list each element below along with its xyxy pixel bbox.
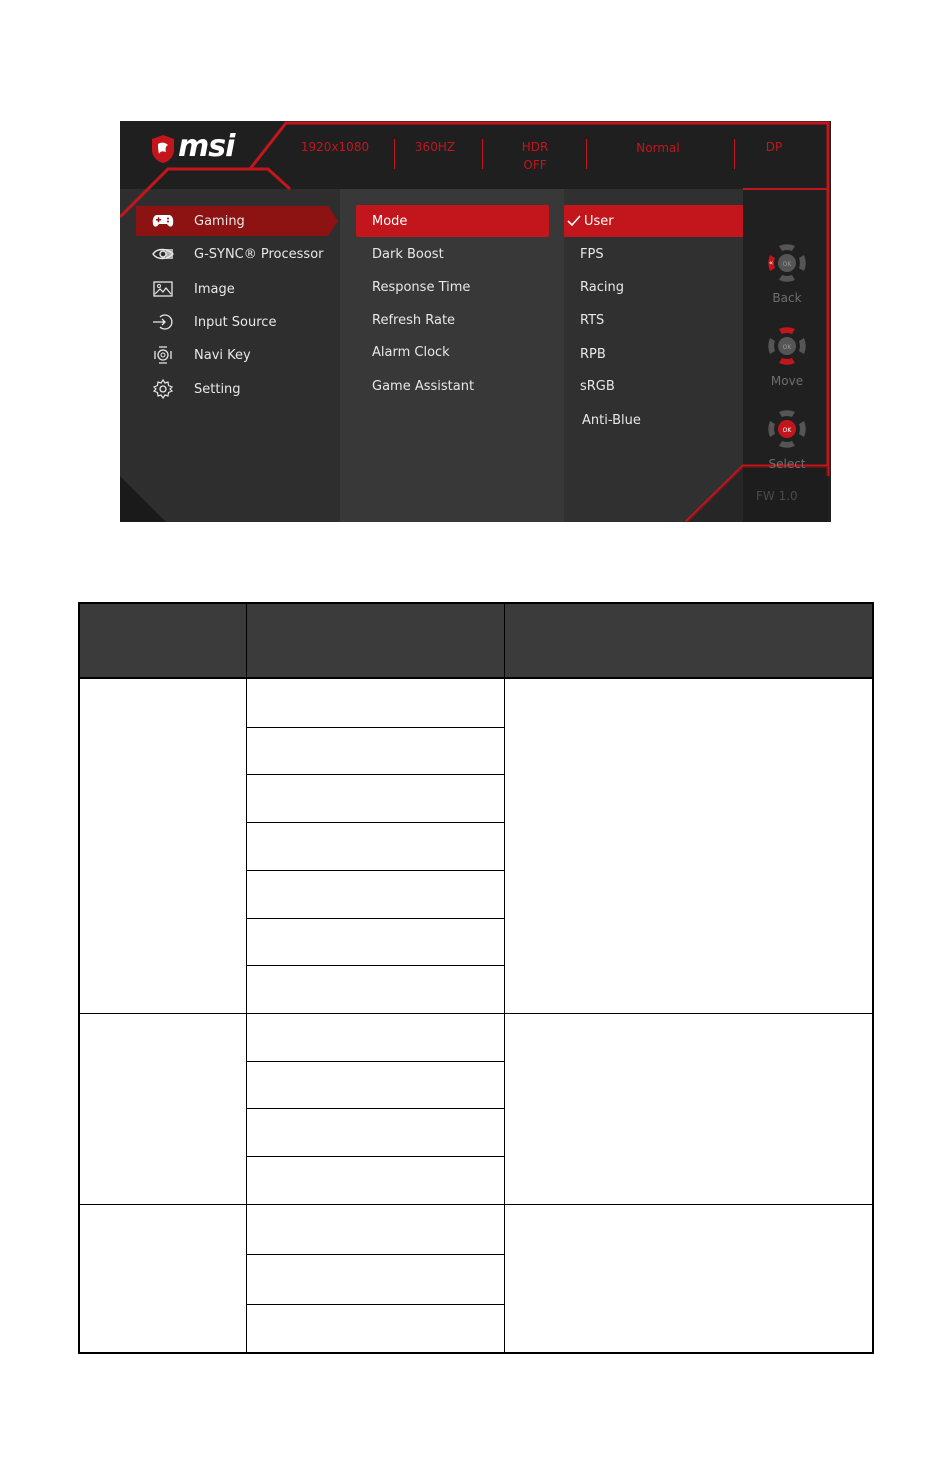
option-item-rts[interactable]: RTS bbox=[580, 312, 605, 328]
nav-item-label: Input Source bbox=[194, 314, 277, 330]
nav-item-gsync-processor[interactable] bbox=[136, 239, 328, 269]
brand-logo-text: msi bbox=[178, 129, 235, 164]
nav-item-input-source[interactable] bbox=[136, 307, 328, 337]
option-label: User bbox=[584, 213, 614, 229]
table-group-divider bbox=[80, 1204, 872, 1205]
ok-center-label: OK bbox=[782, 427, 792, 434]
hdr-status-line2: OFF bbox=[523, 158, 547, 172]
table-row-divider bbox=[246, 1108, 504, 1109]
move-key-label: Move bbox=[770, 374, 804, 388]
table-row-divider bbox=[246, 965, 504, 966]
table-row-divider bbox=[246, 1304, 504, 1305]
nav-item-label: G-SYNC® Processor bbox=[194, 246, 324, 262]
submenu-item-mode[interactable]: Mode bbox=[356, 205, 549, 237]
option-item-user[interactable] bbox=[564, 205, 743, 237]
submenu-item-refresh-rate[interactable]: Refresh Rate bbox=[372, 312, 456, 328]
nvidia-icon bbox=[152, 245, 174, 263]
option-item-fps[interactable]: FPS bbox=[580, 246, 604, 262]
move-key-hint bbox=[760, 324, 814, 388]
submenu-item-game-assistant[interactable]: Game Assistant bbox=[372, 378, 475, 394]
nav-item-setting[interactable] bbox=[136, 374, 328, 404]
select-key-hint bbox=[760, 407, 814, 471]
table-row-divider bbox=[246, 1254, 504, 1255]
gamepad-icon bbox=[152, 212, 174, 230]
navi-key-icon bbox=[152, 346, 174, 364]
table-row-divider bbox=[246, 918, 504, 919]
status-divider bbox=[482, 139, 483, 169]
submenu-item-response-time[interactable]: Response Time bbox=[372, 279, 471, 295]
table-row-divider bbox=[246, 870, 504, 871]
msi-dragon-logo-icon bbox=[150, 134, 176, 164]
table-header-row bbox=[80, 604, 872, 679]
option-item-srgb[interactable]: sRGB bbox=[580, 378, 615, 394]
resolution-status: 1920x1080 bbox=[300, 140, 370, 154]
joystick-back-icon bbox=[765, 241, 809, 285]
mode-status: Normal bbox=[636, 141, 680, 155]
table-row-divider bbox=[246, 1061, 504, 1062]
ok-center-label: OK bbox=[782, 344, 792, 351]
table-group-divider bbox=[80, 1013, 872, 1014]
nav-item-label: Navi Key bbox=[194, 347, 251, 363]
table-column-divider bbox=[504, 604, 505, 1352]
ok-center-label: OK bbox=[782, 261, 792, 268]
nav-item-label: Gaming bbox=[194, 213, 245, 229]
checkmark-icon bbox=[564, 215, 581, 227]
back-key-hint bbox=[760, 241, 814, 305]
hdr-status-line1: HDR bbox=[521, 140, 549, 154]
nav-item-navi-key[interactable] bbox=[136, 340, 328, 370]
submenu-item-alarm-clock[interactable]: Alarm Clock bbox=[372, 344, 450, 360]
table-row-divider bbox=[246, 822, 504, 823]
svg-text:«: « bbox=[768, 259, 774, 267]
option-item-rpb[interactable]: RPB bbox=[580, 346, 606, 362]
input-status: DP bbox=[765, 140, 783, 154]
submenu-item-dark-boost[interactable]: Dark Boost bbox=[372, 246, 444, 262]
joystick-move-icon bbox=[765, 324, 809, 368]
refresh-rate-status: 360HZ bbox=[414, 140, 456, 154]
table-column-divider bbox=[246, 604, 247, 1352]
menu-description-table bbox=[78, 602, 874, 1354]
firmware-version: FW 1.0 bbox=[756, 489, 798, 503]
table-row-divider bbox=[246, 727, 504, 728]
option-item-anti-blue[interactable]: Anti-Blue bbox=[582, 412, 641, 428]
nav-item-gaming[interactable] bbox=[136, 206, 328, 236]
nav-item-label: Setting bbox=[194, 381, 241, 397]
hdr-status bbox=[510, 138, 560, 174]
gear-icon bbox=[152, 380, 174, 398]
back-key-label: Back bbox=[772, 291, 802, 305]
table-row-divider bbox=[246, 774, 504, 775]
nav-item-label: Image bbox=[194, 281, 235, 297]
nav-item-image[interactable] bbox=[136, 274, 328, 304]
select-key-label: Select bbox=[768, 457, 806, 471]
status-divider bbox=[394, 139, 395, 169]
table-row-divider bbox=[246, 1156, 504, 1157]
osd-screen bbox=[120, 121, 831, 522]
image-icon bbox=[152, 280, 174, 298]
option-item-racing[interactable]: Racing bbox=[580, 279, 624, 295]
status-divider bbox=[734, 139, 735, 169]
joystick-select-icon bbox=[765, 407, 809, 451]
status-divider bbox=[586, 139, 587, 169]
input-source-icon bbox=[152, 313, 174, 331]
